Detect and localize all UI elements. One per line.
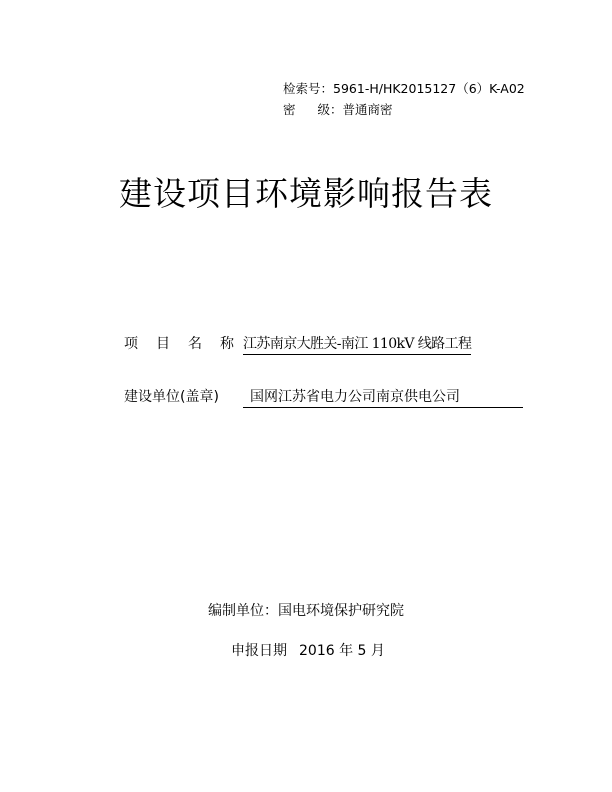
project-label-char: 称 [220, 336, 234, 352]
report-date [231, 640, 385, 660]
secrecy-label-part2: 级： [317, 102, 343, 117]
compiling-unit-label: 编制单位： [208, 603, 278, 619]
project-label-char: 项 [124, 336, 138, 352]
report-date-value: 2016 年 5 月 [299, 643, 385, 659]
retrieval-number-value: 5961-H/HK2015127（6）K-A02 [333, 81, 525, 96]
secrecy-level [283, 100, 393, 118]
project-name-value: 江苏南京大胜关-南江 110kV 线路工程 [243, 333, 471, 355]
retrieval-number-label: 检索号： [283, 81, 334, 96]
document-title: 建设项目环境影响报告表 [119, 174, 493, 213]
construction-unit-label: 建设单位(盖章) [124, 389, 219, 405]
project-label-char: 目 [156, 336, 170, 352]
construction-unit-value: 国网江苏省电力公司南京供电公司 [243, 386, 523, 408]
secrecy-value: 普通商密 [342, 102, 393, 117]
project-label-char: 名 [188, 336, 202, 352]
secrecy-label-part1: 密 [283, 102, 296, 117]
compiling-unit [0, 600, 612, 620]
report-date-label: 申报日期 [231, 643, 287, 659]
project-name-label [124, 333, 234, 353]
compiling-unit-value: 国电环境保护研究院 [278, 603, 404, 619]
retrieval-number [283, 79, 525, 97]
